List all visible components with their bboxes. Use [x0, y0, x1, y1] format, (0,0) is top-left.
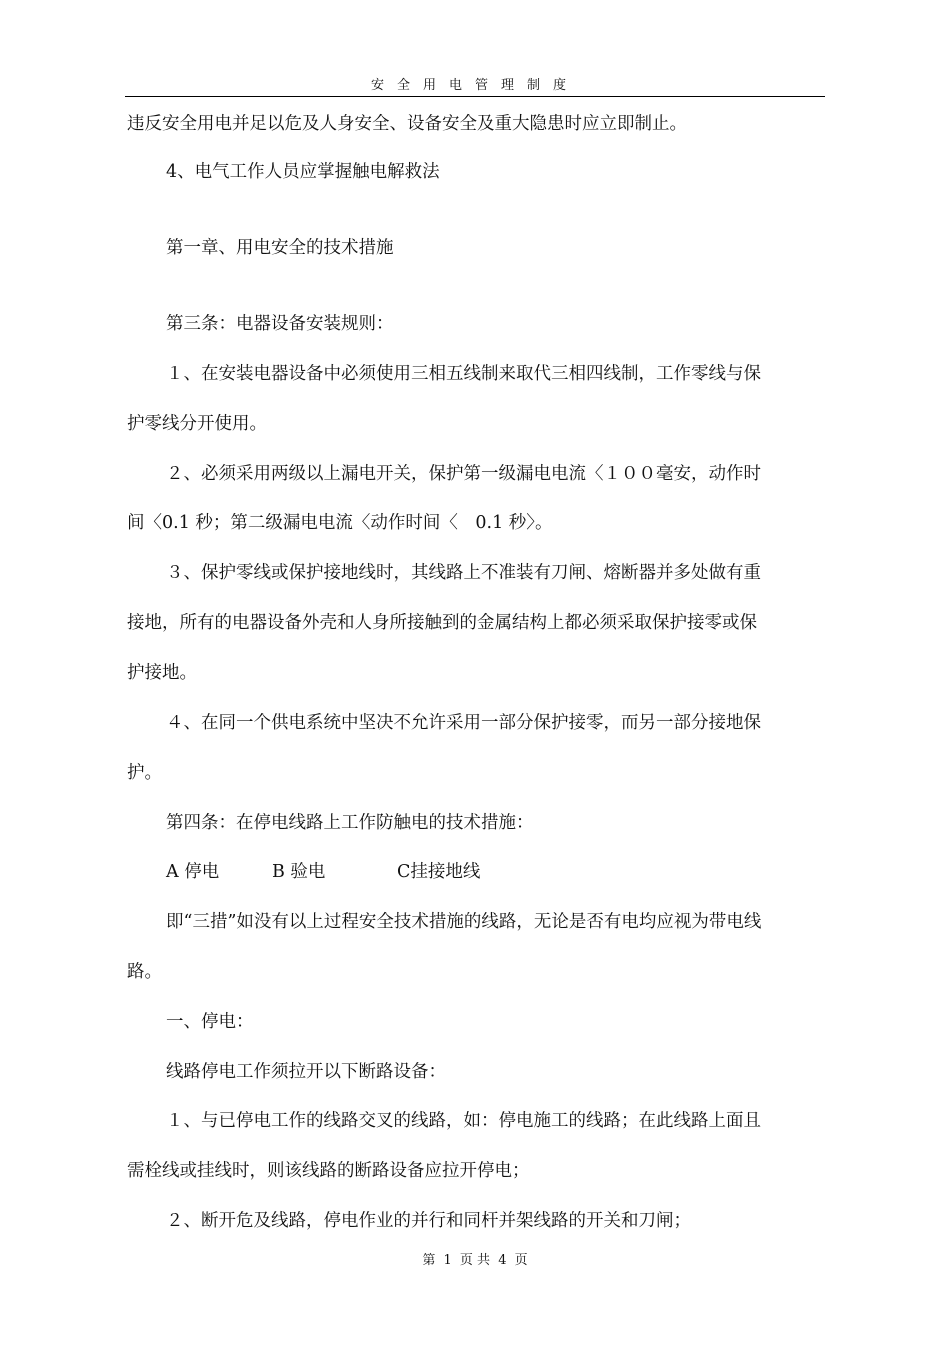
section-heading: 一、停电：: [166, 1012, 254, 1032]
footer-page-number: 1: [443, 1253, 452, 1268]
article-heading: 第三条：电器设备安装规则：: [166, 314, 394, 334]
options-line: [166, 864, 480, 882]
paragraph-line: ２、断开危及线路，停电作业的并行和同杆并架线路的开关和刀闸；: [166, 1211, 691, 1231]
article-heading: 第四条：在停电线路上工作防触电的技术措施：: [166, 813, 534, 833]
paragraph-line: 接地，所有的电器设备外壳和人身所接触到的金属结构上都必须采取保护接零或保: [127, 613, 757, 633]
paragraph-line: ３、保护零线或保护接地线时，其线路上不准装有刀闸、熔断器并多处做有重: [166, 563, 761, 583]
header-rule: [125, 96, 825, 97]
footer-prefix: 第: [422, 1253, 436, 1268]
option-a: A 停电: [166, 862, 220, 882]
footer-suffix: 页: [514, 1253, 528, 1268]
paragraph-line: 需栓线或挂线时，则该线路的断路设备应拉开停电；: [127, 1161, 530, 1181]
paragraph-line: 护零线分开使用。: [127, 414, 267, 434]
paragraph-line: 线路停电工作须拉开以下断路设备：: [166, 1062, 446, 1082]
paragraph-line: 护接地。: [127, 663, 197, 683]
paragraph-line: 违反安全用电并足以危及人身安全、设备安全及重大隐患时应立即制止。: [127, 114, 687, 134]
page-footer: [0, 1249, 950, 1268]
chapter-heading: 第一章、用电安全的技术措施: [166, 238, 394, 258]
paragraph-line: 护。: [127, 763, 162, 783]
paragraph-line: ２、必须采用两级以上漏电开关，保护第一级漏电电流〈１００毫安，动作时: [166, 464, 761, 484]
paragraph-line: 间〈0.1 秒；第二级漏电电流〈动作时间〈 0.1 秒〉。: [127, 513, 553, 533]
paragraph-line: ４、在同一个供电系统中坚决不允许采用一部分保护接零，而另一部分接地保: [166, 713, 761, 733]
running-header: 安全用电管理制度: [370, 78, 579, 93]
footer-total-pages: 4: [498, 1253, 507, 1268]
footer-middle: 页 共: [459, 1253, 491, 1268]
paragraph-line: 路。: [127, 962, 162, 982]
paragraph-line: 即“三措”如没有以上过程安全技术措施的线路，无论是否有电均应视为带电线: [166, 912, 762, 932]
paragraph-line: １、与已停电工作的线路交叉的线路，如：停电施工的线路；在此线路上面且: [166, 1111, 761, 1131]
option-c: C挂接地线: [397, 862, 481, 882]
paragraph-line: １、在安装电器设备中必须使用三相五线制来取代三相四线制，工作零线与保: [166, 364, 761, 384]
option-b: B 验电: [272, 862, 326, 882]
paragraph-line: 4、电气工作人员应掌握触电解救法: [166, 162, 440, 182]
